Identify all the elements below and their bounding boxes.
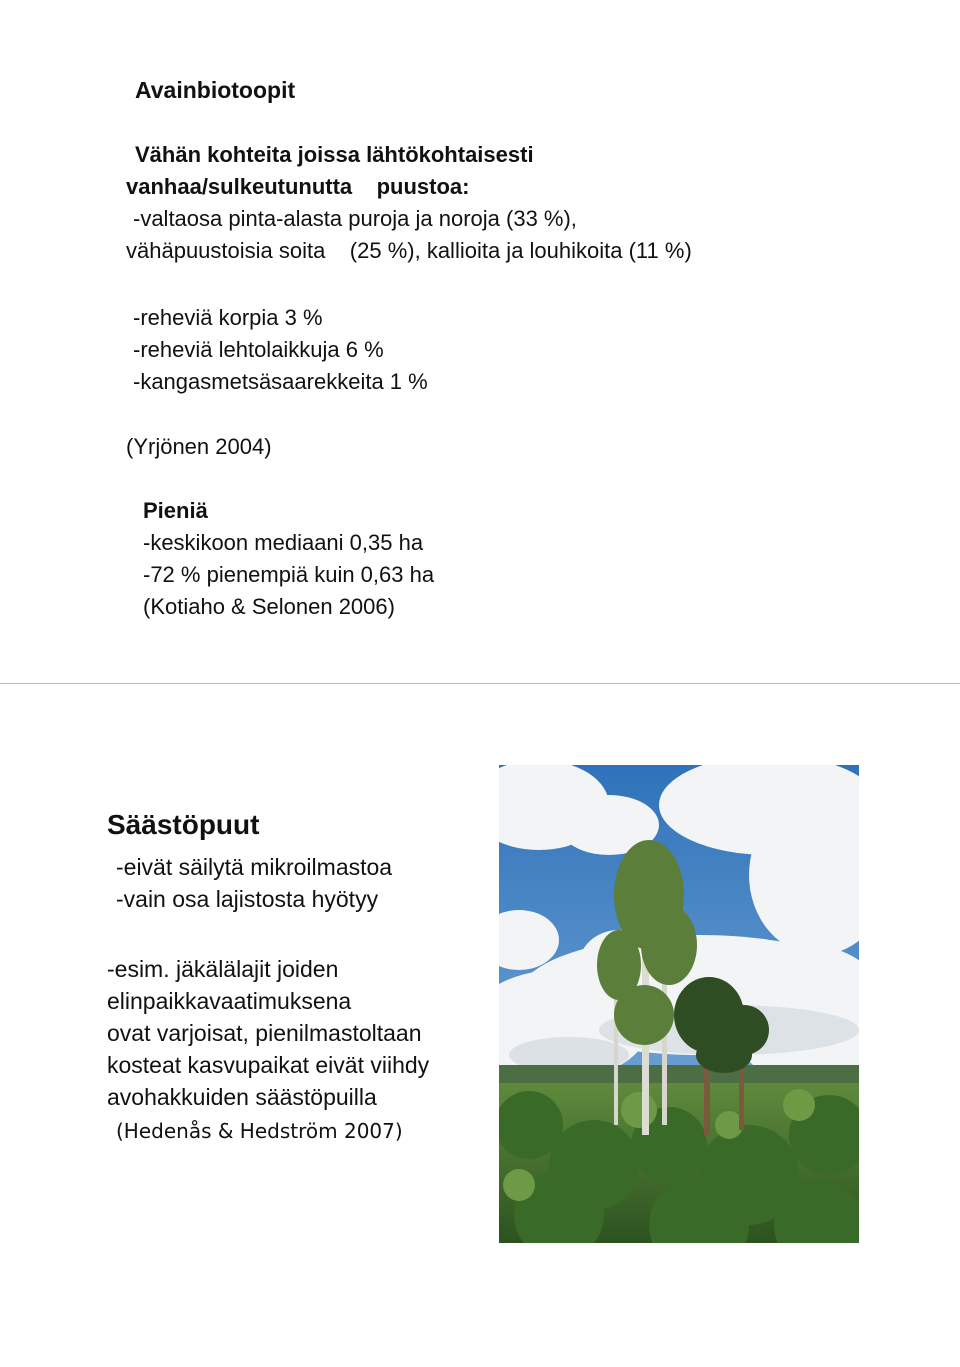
slide-saastopuut — [0, 684, 960, 1367]
citation: (Kotiaho & Selonen 2006) — [143, 594, 395, 619]
text-line: elinpaikkavaatimuksena — [107, 988, 352, 1014]
heading-line: Vähän kohteita joissa lähtökohtaisesti — [135, 142, 534, 167]
retention-trees-photo — [499, 765, 859, 1243]
text-line: -72 % pienempiä kuin 0,63 ha — [143, 562, 435, 587]
text-line: -reheviä lehtolaikkuja 6 % — [133, 337, 384, 362]
citation: (Yrjönen 2004) — [126, 434, 272, 459]
text-line: kosteat kasvupaikat eivät viihdy — [107, 1052, 430, 1078]
heading-line: vanhaa/sulkeutunutta puustoa: — [126, 174, 470, 199]
citation: (Hedenås & Hedström 2007) — [116, 1119, 403, 1143]
text-line: vähäpuustoisia soita (25 %), kallioita ja louhikoita (11 %) — [126, 238, 692, 263]
text-line: -reheviä korpia 3 % — [133, 305, 323, 330]
text-line: -kangasmetsäsaarekkeita 1 % — [133, 369, 428, 394]
slide-title: Säästöpuut — [107, 809, 260, 840]
slide-title: Avainbiotoopit — [135, 77, 296, 103]
subheading: Pieniä — [143, 498, 208, 523]
text-line: -eivät säilytä mikroilmastoa — [116, 854, 393, 880]
text-line: -vain osa lajistosta hyötyy — [116, 886, 379, 912]
text-line: avohakkuiden säästöpuilla — [107, 1084, 377, 1110]
text-line: ovat varjoisat, pienilmastoltaan — [107, 1020, 422, 1046]
text-line: -valtaosa pinta-alasta puroja ja noroja (33 %), — [133, 206, 577, 231]
text-line: -esim. jäkälälajit joiden — [107, 956, 339, 982]
text-line: -keskikoon mediaani 0,35 ha — [143, 530, 424, 555]
